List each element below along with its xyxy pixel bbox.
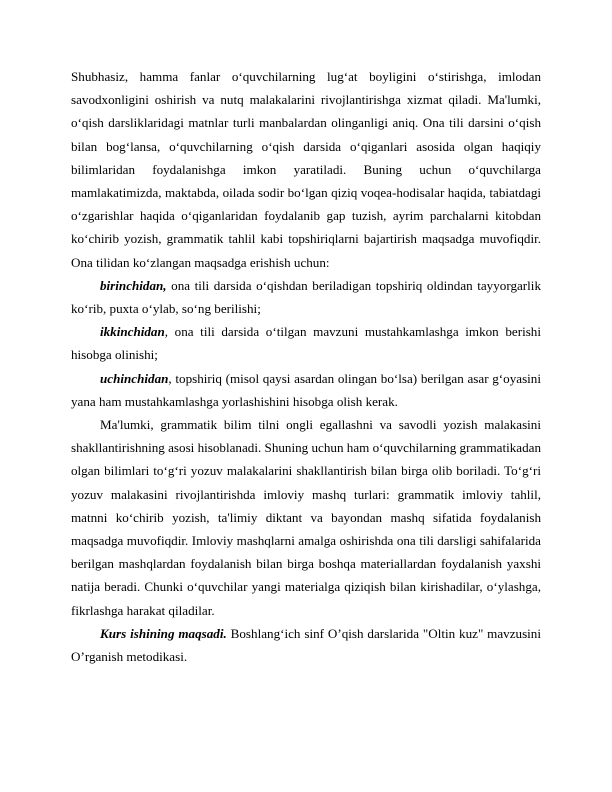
paragraph-intro: Shubhasiz, hamma fanlar o‘quvchilarning lug‘at boyligini o‘stirishga, imlodan savodxonligini oshirish va nutq malakalarini rivojlantirishga xizmat qiladi. Ma'lumki, o‘qish darsliklaridagi matnlar turli manbalardan olinganligi aniq. Ona tili darsini o‘qish bilan bog‘lansa, o‘quvchilarning o‘qish darsida o‘qiganlari asosida olgan haqiqiy bilimlaridan foydalanishga imkon yaratiladi. Buning uchun o‘quvchilarga mamlakatimizda, maktabda, oilada sodir bo‘lgan qiziq voqea-hodisalar haqida, tabiatdagi o‘zgarishlar haqida o‘qiganlaridan foydalanib gap tuzish, ayrim parchalarni kitobdan ko‘chirib yozish, grammatik tahlil kabi topshiriqlarni bajartirish maqsadga muvofiqdir. Ona tilidan ko‘zlangan maqsadga erishish uchun:	[71, 69, 541, 270]
document-page	[71, 65, 541, 668]
third-point-text: , topshiriq (misol qaysi asardan olingan bo‘lsa) berilgan asar g‘oyasini yana ham mustahkamlashga yorlashishini hisobga olish kerak.	[71, 370, 541, 409]
course-goal-text: Boshlang‘ich sinf O’qish darslarida "Oltin kuz" mavzusini O’rganish metodikasi.	[71, 625, 541, 665]
course-goal-label: Kurs ishining maqsadi.	[100, 625, 227, 641]
paragraph-course-goal	[71, 622, 541, 668]
paragraph-third-point	[71, 367, 541, 413]
second-point-text: , ona tili darsida o‘tilgan mavzuni mustahkamlashga imkon berishi hisobga olinishi;	[71, 324, 541, 363]
paragraph-grammar: Ma'lumki, grammatik bilim tilni ongli egallashni va savodli yozish malakasini shakllantirishning asosi hisoblanadi. Shuning uchun ham o‘quvchilarning grammatikadan olgan bilimlari to‘g‘ri yozuv malakalarini shakllantirish bilan birga olib boriladi. To‘g‘ri yozuv malakasini rivojlantirishda imloviy mashq turlari: grammatik imloviy tahlil, matnni ko‘chirib yozish, ta'limiy diktant va bayondan mashq sifatida foydalanish maqsadga muvofiqdir. Imloviy mashqlarni amalga oshirishda ona tili darsligi sahifalarida berilgan mashqlardan foydalanish bilan birga boshqa materiallardan foydalanish yaxshi natija beradi. Chunki o‘quvchilar yangi materialga qiziqish bilan kirishadilar, o‘ylashga, fikrlashga harakat qiladilar.	[71, 417, 541, 618]
first-point-text: ona tili darsida o‘qishdan beriladigan topshiriq oldindan tayyorgarlik ko‘rib, puxta o‘ylab, so‘ng berilishi;	[71, 277, 541, 317]
first-point-label: birinchidan,	[100, 277, 167, 293]
paragraph-second-point	[71, 320, 541, 366]
second-point-label: ikkinchidan	[100, 324, 165, 340]
paragraph-first-point	[71, 274, 541, 320]
third-point-label: uchinchidan	[100, 370, 169, 386]
